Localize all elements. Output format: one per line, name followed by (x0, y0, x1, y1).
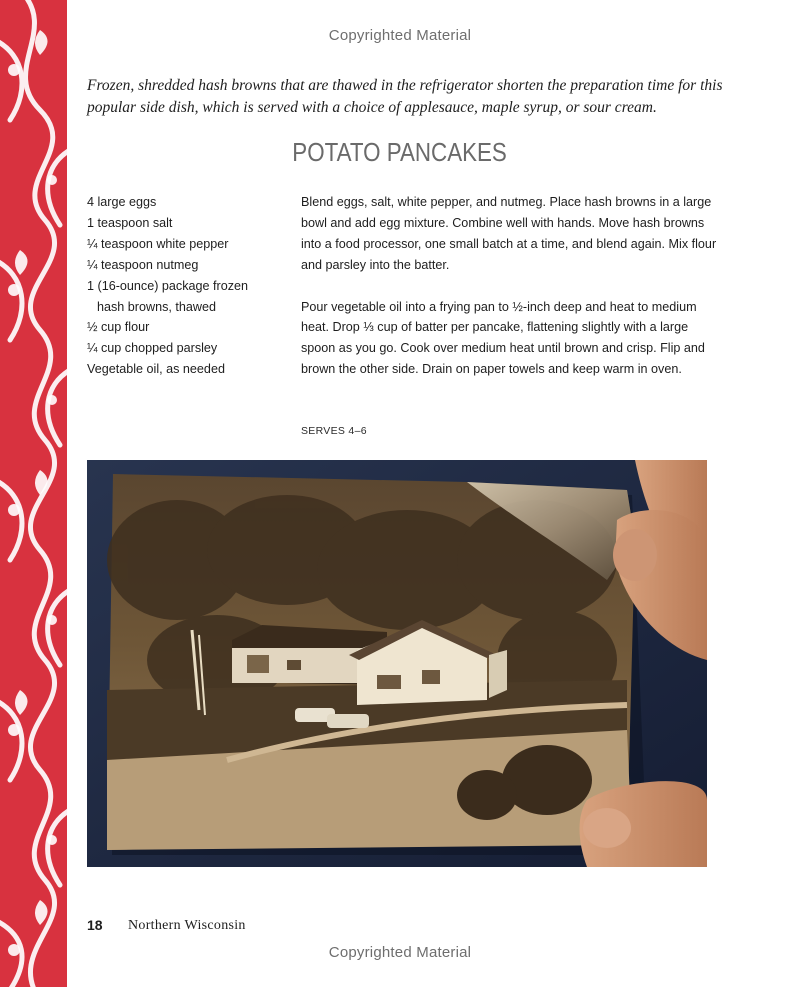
recipe-intro: Frozen, shredded hash browns that are thawed in the refrigerator shorten the preparation time for this popular side dish, which is served with a choice of applesauce, maple syrup, or sour cream. (87, 77, 723, 116)
ingredient-item: Vegetable oil, as needed (87, 362, 225, 377)
ingredient-item: ¼ cup chopped parsley (87, 341, 218, 356)
ingredient-item: ¼ teaspoon nutmeg (87, 257, 199, 272)
vintage-photo (87, 460, 707, 867)
recipe-method (301, 192, 721, 401)
ingredient-item: 1 teaspoon salt (87, 215, 173, 230)
page-number: 18 (87, 917, 103, 933)
copyright-notice-bottom: Copyrighted Material (328, 944, 472, 961)
recipe-title: POTATO PANCAKES (292, 137, 507, 167)
ingredient-list (87, 192, 287, 380)
ingredient-item: 1 (16-ounce) package frozen (87, 278, 249, 293)
method-step: Blend eggs, salt, white pepper, and nutmeg. Place hash browns in a large bowl and add egg mixture. Combine well with hands. Move hash browns into a food processor, one small batch at a time, and blend again. Mix flour and parsley into the batter. (301, 195, 717, 272)
ingredient-item: ¼ teaspoon white pepper (87, 236, 229, 251)
serves-label: SERVES 4–6 (301, 425, 367, 437)
book-section-title: Northern Wisconsin (128, 918, 246, 933)
sepia-house-photo-illustration (87, 460, 707, 867)
method-step: Pour vegetable oil into a frying pan to ½-inch deep and heat to medium heat. Drop ⅓ cup of batter per pancake, flattening slightly with a large spoon as you go. Cook over medium heat until brown and crisp. Flip and brown the other side. Drain on paper towels and keep warm in oven. (301, 299, 705, 377)
copyright-notice-top: Copyrighted Material (328, 27, 472, 44)
ingredient-item: 4 large eggs (87, 195, 157, 209)
ingredient-item: ½ cup flour (87, 320, 150, 335)
ingredient-item: hash browns, thawed (97, 299, 217, 314)
